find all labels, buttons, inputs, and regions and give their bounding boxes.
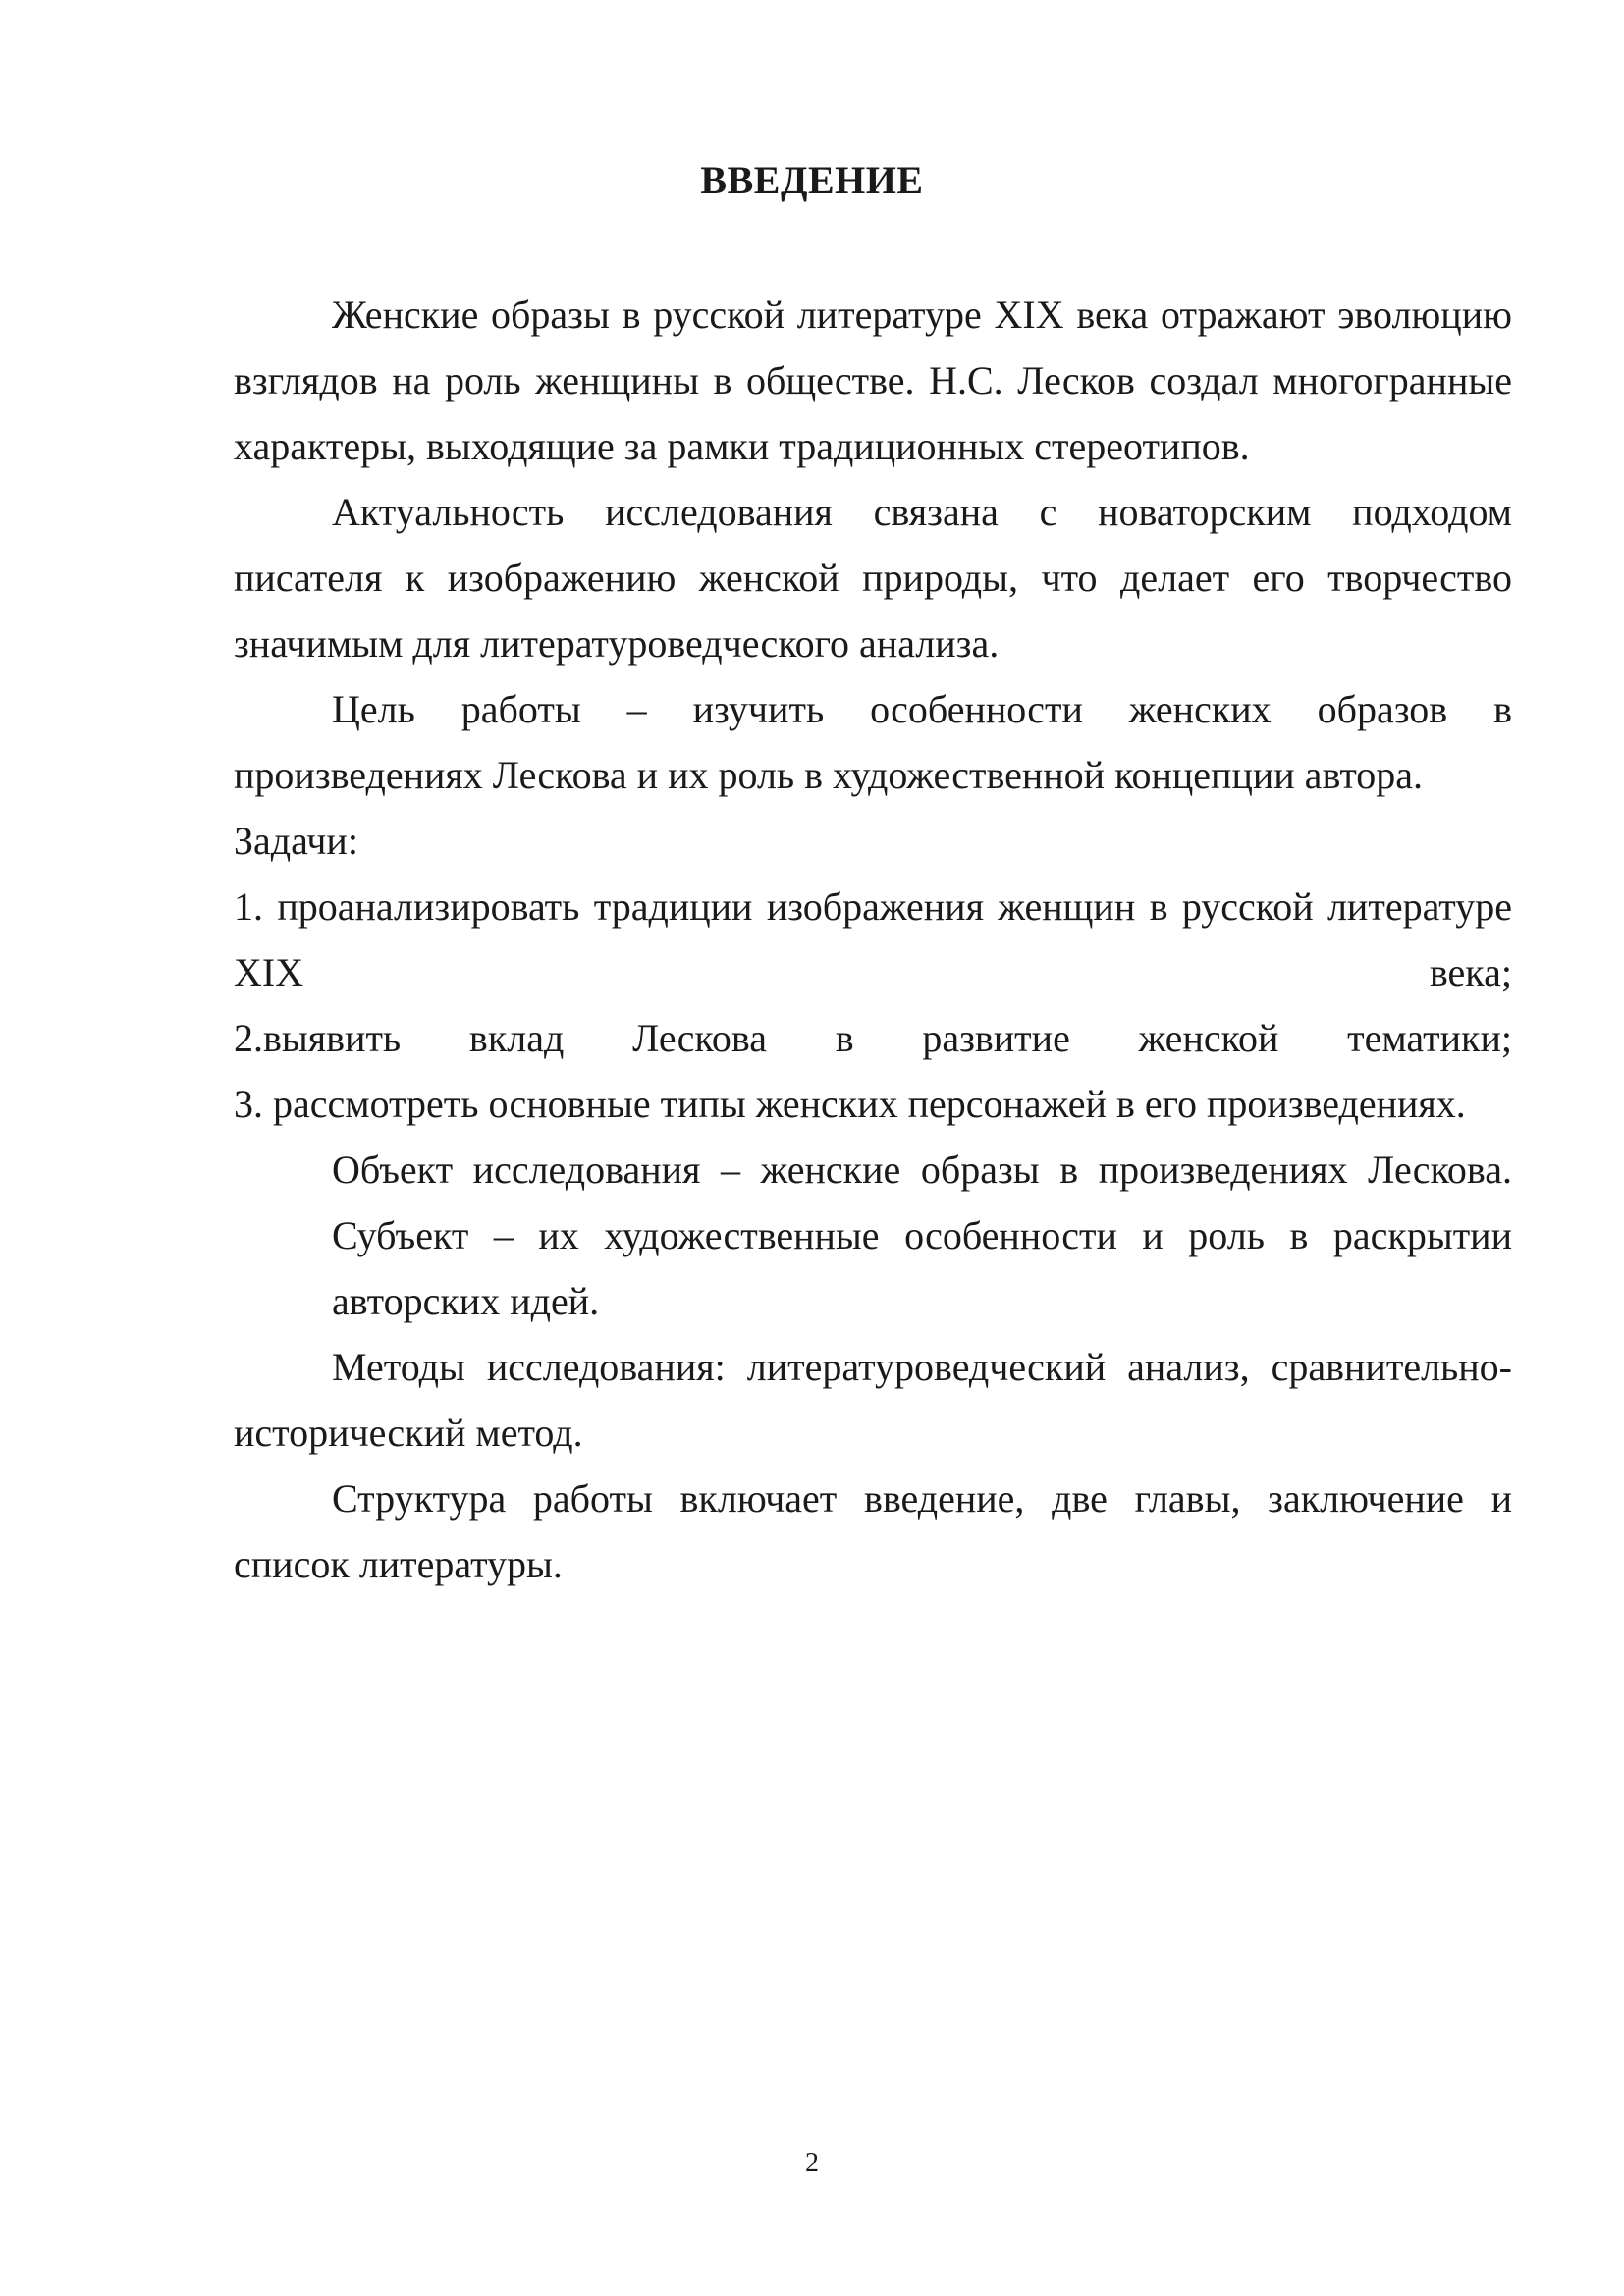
intro-paragraph: Женские образы в русской литературе XIX века отражают эволюцию взглядов на роль женщины в обществе. Н.С. Лесков создал многогранные характеры, выходящие за рамки традиционных стереотипов. <box>234 293 1512 468</box>
relevance-paragraph: Актуальность исследования связана с новаторским подходом писателя к изображению женской природы, что делает его творчество значимым для литературоведческого анализа. <box>234 490 1512 666</box>
task-item-1: 1. проанализировать традиции изображения женщин в русской литературе XIX века; <box>234 884 1512 994</box>
task-item-2: 2.выявить вклад Лескова в развитие женской тематики; <box>234 1016 1512 1060</box>
structure-paragraph: Структура работы включает введение, две главы, заключение и список литературы. <box>234 1476 1512 1586</box>
page-title: ВВЕДЕНИЕ <box>700 158 924 202</box>
page-number: 2 <box>805 2148 819 2178</box>
methods-paragraph: Методы исследования: литературоведческий анализ, сравнительно-исторический метод. <box>234 1345 1512 1455</box>
subject-paragraph: Субъект – их художественные особенности и роль в раскрытии авторских идей. <box>332 1213 1512 1323</box>
goal-paragraph: Цель работы – изучить особенности женских образов в произведениях Лескова и их роль в художественной концепции автора. <box>234 687 1512 797</box>
tasks-label: Задачи: <box>234 819 358 863</box>
task-item-3: 3. рассмотреть основные типы женских персонажей в его произведениях. <box>234 1082 1466 1126</box>
object-line: Объект исследования – женские образы в произведениях Лескова. <box>332 1148 1512 1192</box>
document-body <box>234 282 1512 1597</box>
